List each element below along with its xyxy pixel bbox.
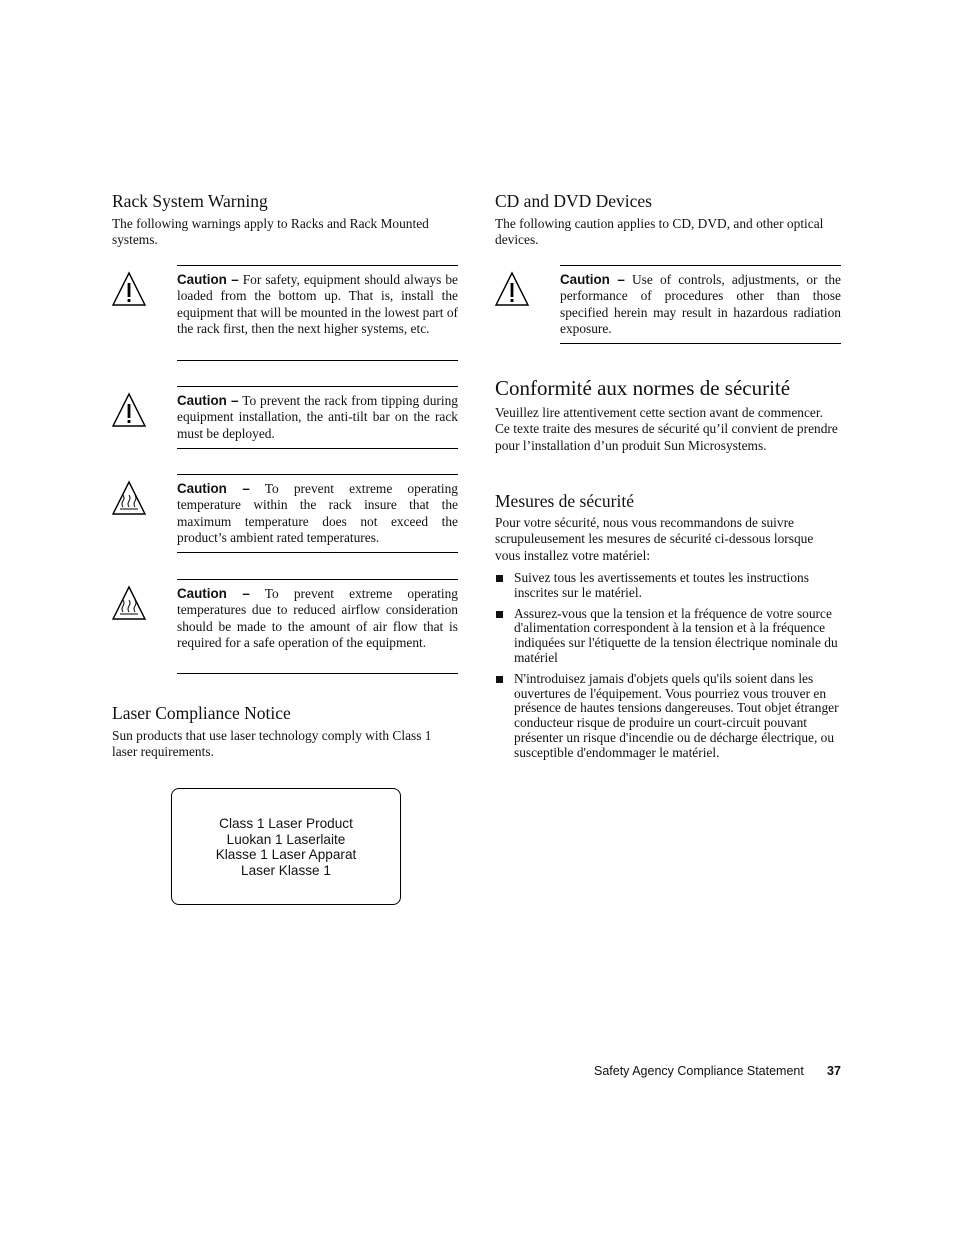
caution-load-bottom-up — [177, 265, 458, 361]
bullet-square-icon — [496, 575, 503, 582]
bullet-square-icon — [496, 676, 503, 683]
cd-dvd-heading: CD and DVD Devices — [495, 191, 652, 211]
list-item: Assurez-vous que la tension et la fréquence de votre source d'alimentation correspondent à la tension et à la fréquence indiquées sur l'étiquette de la tension électrique nominale du matériel — [495, 607, 841, 666]
safety-bullet-list — [495, 571, 841, 767]
mesures-intro-text: Pour votre sécurité, nous vous recommandons de suivre scrupuleusement les mesures de sécurité ci-dessous lorsque vous installez votre matériel: — [495, 515, 814, 563]
warning-exclamation-icon — [494, 271, 530, 307]
laser-label-line: Laser Klasse 1 — [241, 863, 331, 879]
footer-title: Safety Agency Compliance Statement — [594, 1064, 804, 1078]
page-number: 37 — [827, 1064, 841, 1078]
rack-system-heading: Rack System Warning — [112, 191, 268, 211]
list-item: Suivez tous les avertissements et toutes les instructions inscrites sur le matériel. — [495, 571, 841, 601]
caution-label: Caution – — [177, 481, 250, 496]
caution-text: To prevent extreme operating temperatures due to reduced airflow consideration should be made to the amount of air flow that is required for a safe operation of the equipment. — [177, 586, 459, 651]
cd-dvd-intro-text: The following caution applies to CD, DVD, and other optical devices. — [495, 216, 824, 248]
caution-text: To prevent the rack from tipping during equipment installation, the anti-tilt bar on the rack must be deployed. — [177, 393, 458, 441]
hot-surface-icon — [111, 480, 147, 516]
conformite-intro-text: Veuillez lire attentivement cette section avant de commencer. Ce texte traite des mesures de sécurité qu’il convient de prendre pour l’installation d’un produit Sun Microsystems. — [495, 405, 838, 453]
caution-label: Caution – — [177, 272, 239, 287]
caution-radiation — [560, 265, 841, 344]
caution-anti-tilt — [177, 386, 458, 449]
caution-text: For safety, equipment should always be loaded from the bottom up. That is, install the equipment that will be mounted in the lowest part of the rack first, then the next higher systems, etc. — [177, 272, 458, 337]
laser-label-line: Class 1 Laser Product — [219, 816, 353, 831]
caution-label: Caution – — [177, 586, 250, 601]
caution-airflow — [177, 579, 458, 674]
bullet-square-icon — [496, 611, 503, 618]
laser-label-line: Klasse 1 Laser Apparat — [215, 847, 357, 863]
list-item: N'introduisez jamais d'objets quels qu'ils soient dans les ouvertures de l'équipement. Vous pourriez vous trouver en présence de hautes tensions dangereuses. Tout objet étranger conducteur risque de produire un court-circuit pouvant présenter un risque d'incendie ou de décharge électrique, ou susceptible d'endommager le matériel. — [495, 672, 841, 761]
caution-rack-temperature — [177, 474, 458, 553]
caution-text: To prevent extreme operating temperature within the rack insure that the maximum temperature does not exceed the product’s ambient rated temperatures. — [177, 481, 459, 546]
laser-compliance-heading: Laser Compliance Notice — [112, 703, 291, 723]
hot-surface-icon — [111, 585, 147, 621]
rack-intro-text: The following warnings apply to Racks and Rack Mounted systems. — [112, 216, 429, 248]
caution-text: Use of controls, adjustments, or the performance of procedures other than those specified herein may result in hazardous radiation exposure. — [560, 272, 841, 337]
laser-class-label — [171, 788, 401, 905]
mesures-heading: Mesures de sécurité — [495, 491, 634, 511]
laser-label-line: Luokan 1 Laserlaite — [226, 831, 346, 847]
caution-label: Caution – — [177, 393, 239, 408]
conformite-heading: Conformité aux normes de sécurité — [495, 376, 791, 400]
warning-exclamation-icon — [111, 271, 147, 307]
warning-exclamation-icon — [111, 392, 147, 428]
caution-label: Caution – — [560, 272, 625, 287]
laser-intro-text: Sun products that use laser technology comply with Class 1 laser requirements. — [112, 728, 432, 760]
